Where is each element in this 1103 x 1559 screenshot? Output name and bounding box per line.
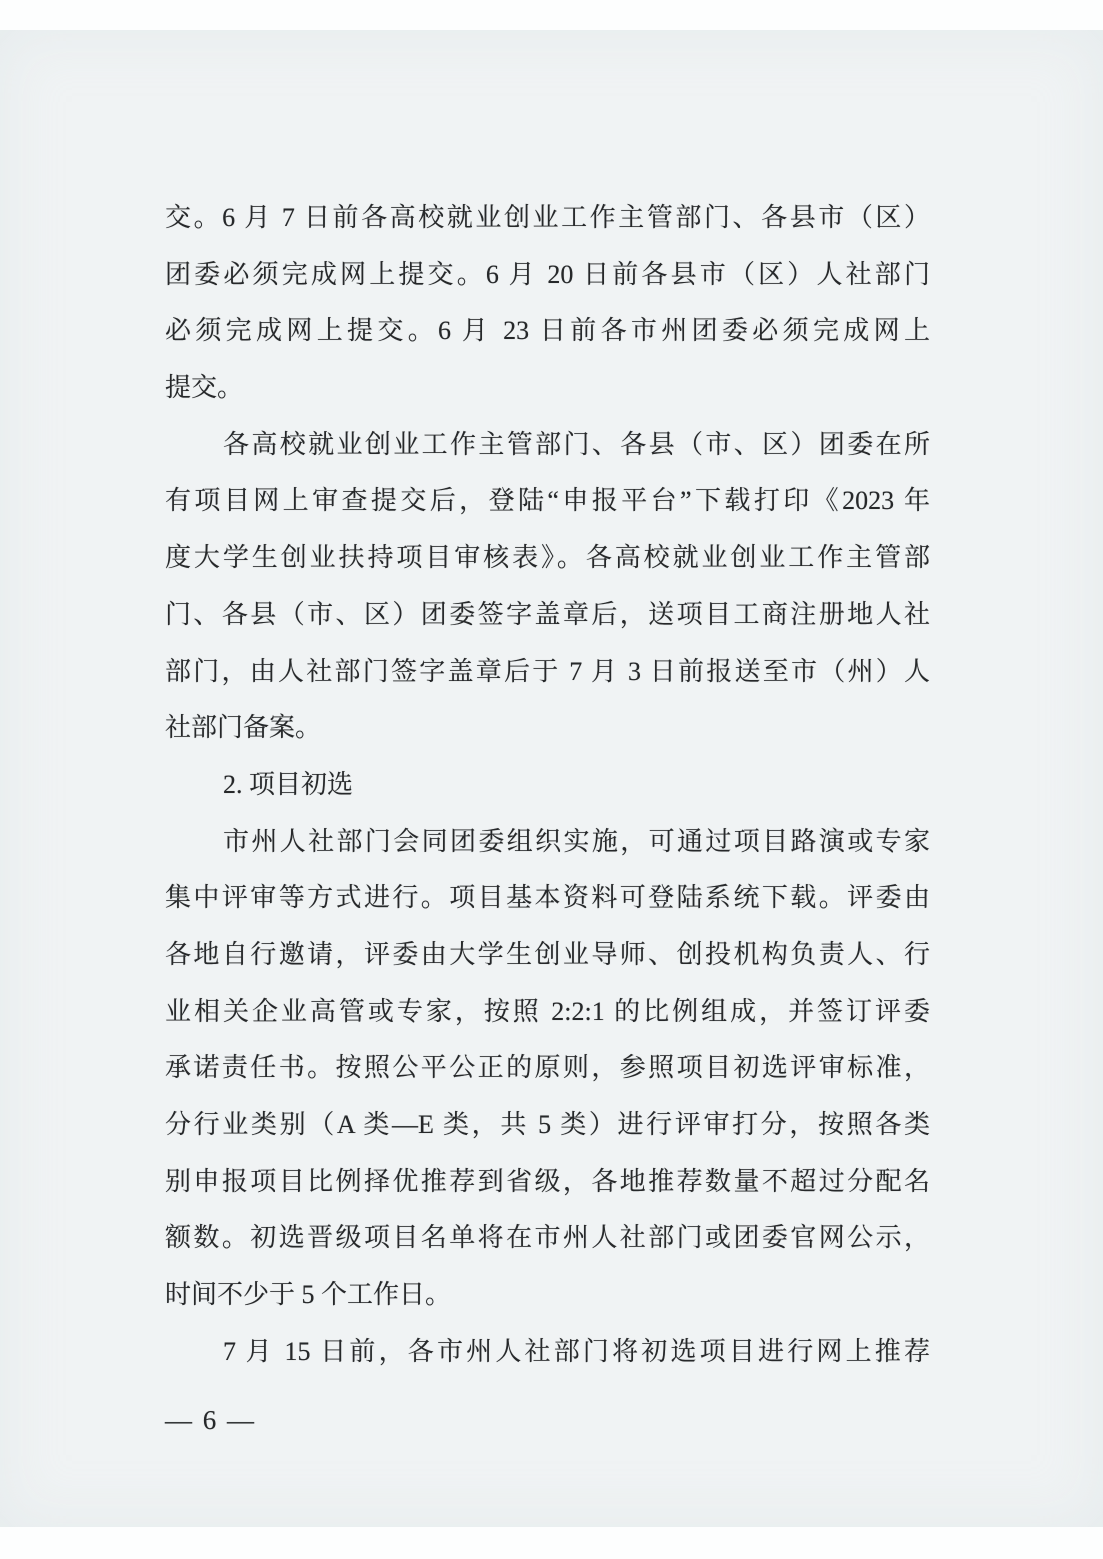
text-line: 7 月 15 日前，各市州人社部门将初选项目进行网上推荐 [223, 1336, 930, 1366]
text-line: 额数。初选晋级项目名单将在市州人社部门或团委官网公示， [165, 1223, 930, 1253]
text-line: 别申报项目比例择优推荐到省级，各地推荐数量不超过分配名 [165, 1166, 930, 1196]
text-line: 社部门备案。 [165, 713, 322, 743]
text-line: 必须完成网上提交。6 月 23 日前各市州团委必须完成网上 [165, 316, 930, 346]
text-line: 团委必须完成网上提交。6 月 20 日前各县市（区）人社部门 [165, 259, 930, 289]
scan-margin-top [0, 0, 1103, 30]
text-line: 门、各县（市、区）团委签字盖章后，送项目工商注册地人社 [165, 599, 930, 629]
text-line: 市州人社部门会同团委组织实施，可通过项目路演或专家 [223, 826, 930, 856]
text-line: 2. 项目初选 [223, 769, 354, 799]
text-line: 承诺责任书。按照公平公正的原则，参照项目初选评审标准， [165, 1053, 930, 1083]
text-line: 度大学生创业扶持项目审核表》。各高校就业创业工作主管部 [165, 543, 930, 573]
text-line: 时间不少于 5 个工作日。 [165, 1280, 452, 1310]
text-line: 集中评审等方式进行。项目基本资料可登陆系统下载。评委由 [165, 883, 930, 913]
text-line: 各地自行邀请，评委由大学生创业导师、创投机构负责人、行 [165, 939, 930, 969]
text-line: 分行业类别（A 类—E 类，共 5 类）进行评审打分，按照各类 [165, 1110, 930, 1139]
text-line: 提交。 [165, 373, 244, 403]
document-body [165, 190, 930, 1380]
page-number: — 6 — [165, 1405, 256, 1435]
scan-margin-bottom [0, 1527, 1103, 1559]
text-line: 有项目网上审查提交后，登陆“申报平台”下载打印《2023 年 [165, 486, 930, 516]
text-line: 交。6 月 7 日前各高校就业创业工作主管部门、各县市（区） [165, 203, 930, 232]
text-line: 部门，由人社部门签字盖章后于 7 月 3 日前报送至市（州）人 [165, 656, 930, 686]
scan-paper [0, 30, 1103, 1527]
text-line: 各高校就业创业工作主管部门、各县（市、区）团委在所 [223, 429, 930, 459]
text-line: 业相关企业高管或专家，按照 2:2:1 的比例组成，并签订评委 [165, 996, 930, 1026]
